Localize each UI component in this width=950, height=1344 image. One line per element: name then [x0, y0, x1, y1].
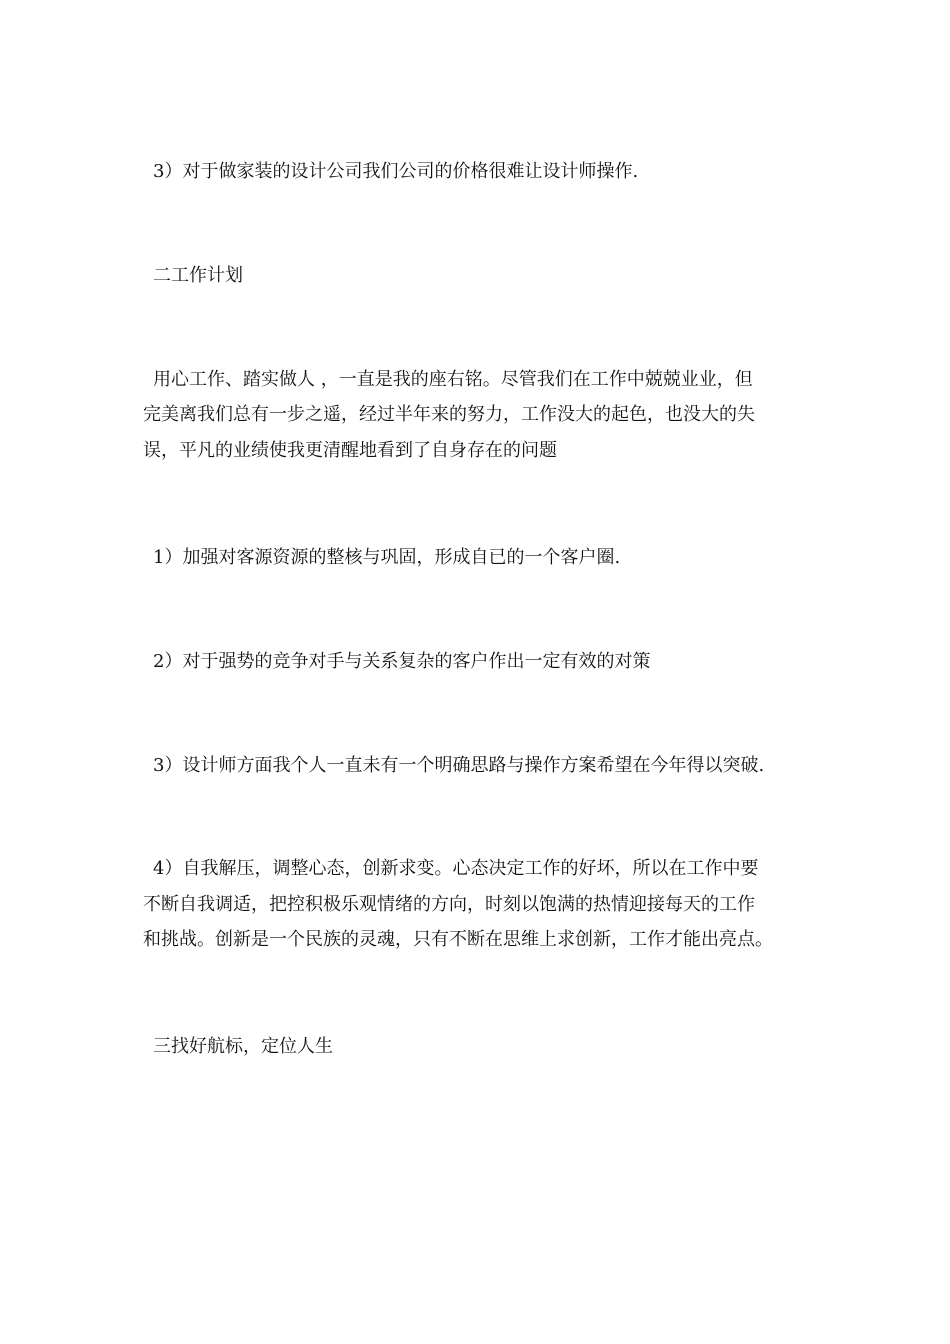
section-heading-work-plan: 二工作计划: [153, 265, 243, 286]
paragraph-line: 误，平凡的业绩使我更清醒地看到了自身存在的问题: [143, 440, 557, 461]
paragraph-line: 用心工作、踏实做人 ，一直是我的座右铭。尽管我们在工作中兢兢业业，但: [153, 369, 753, 390]
plan-item-3: 3）设计师方面我个人一直未有一个明确思路与操作方案希望在今年得以突破.: [153, 755, 765, 776]
paragraph-line: 和挑战。创新是一个民族的灵魂，只有不断在思维上求创新，工作才能出亮点。: [143, 929, 773, 950]
paragraph-line: 不断自我调适，把控积极乐观情绪的方向，时刻以饱满的热情迎接每天的工作: [143, 894, 755, 915]
paragraph-line: 完美离我们总有一步之遥，经过半年来的努力，工作没大的起色，也没大的失: [143, 404, 755, 425]
plan-item-1: 1）加强对客源资源的整核与巩固，形成自已的一个客户圈.: [153, 547, 621, 568]
section-heading-life-goal: 三找好航标，定位人生: [153, 1036, 333, 1057]
plan-item-2: 2）对于强势的竞争对手与关系复杂的客户作出一定有效的对策: [153, 651, 651, 672]
list-item-price-issue: 3）对于做家装的设计公司我们公司的价格很难让设计师操作.: [153, 161, 639, 182]
plan-item-4: 4）自我解压，调整心态，创新求变。心态决定工作的好坏，所以在工作中要: [153, 858, 759, 879]
